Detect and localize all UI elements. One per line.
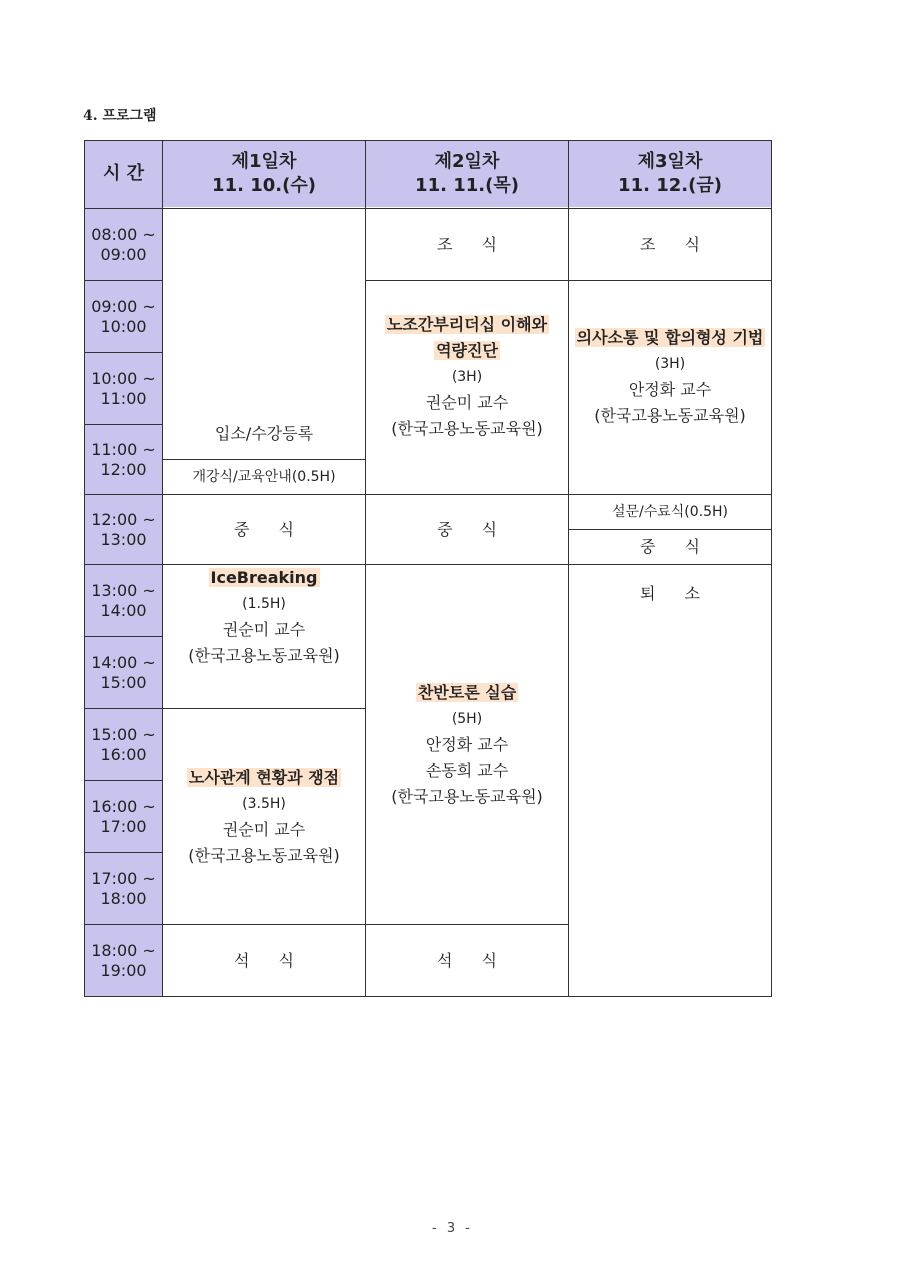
labor-relations-instructor: 권순미 교수 bbox=[222, 819, 306, 839]
communication-title: 의사소통 및 합의형성 기법 bbox=[576, 327, 764, 347]
header-row bbox=[85, 141, 772, 207]
day2-lunch: 중 식 bbox=[366, 495, 569, 565]
communication-instructor: 안정화 교수 bbox=[628, 379, 712, 399]
day1-icebreaking-session bbox=[163, 565, 366, 709]
day3-breakfast: 조 식 bbox=[569, 209, 772, 281]
debate-instructor-1: 안정화 교수 bbox=[425, 734, 509, 754]
debate-title: 찬반토론 실습 bbox=[417, 682, 517, 702]
labor-relations-title: 노사관계 현황과 쟁점 bbox=[188, 767, 340, 787]
day2-dinner: 석 식 bbox=[366, 925, 569, 997]
day1-orientation: 개강식/교육안내(0.5H) bbox=[163, 460, 366, 495]
time-slot: 18:00 ~ 19:00 bbox=[85, 925, 163, 997]
day2-debate-session bbox=[366, 565, 569, 925]
day2-breakfast: 조 식 bbox=[366, 209, 569, 281]
header-time-label: 시 간 bbox=[102, 162, 145, 184]
day1-dinner: 석 식 bbox=[163, 925, 366, 997]
labor-relations-hours: (3.5H) bbox=[242, 795, 286, 812]
day3-communication-session bbox=[569, 281, 772, 495]
day1-title: 제1일차 bbox=[231, 150, 297, 172]
time-slot: 12:00 ~ 13:00 bbox=[85, 495, 163, 565]
time-slot: 09:00 ~ 10:00 bbox=[85, 281, 163, 353]
union-leadership-hours: (3H) bbox=[451, 368, 483, 385]
time-slot: 10:00 ~ 11:00 bbox=[85, 353, 163, 425]
day1-lunch: 중 식 bbox=[163, 495, 366, 565]
header-day1 bbox=[163, 141, 366, 207]
day1-labor-relations-session bbox=[163, 709, 366, 925]
debate-instructor-2: 손동희 교수 bbox=[425, 760, 509, 780]
communication-org: (한국고용노동교육원) bbox=[594, 405, 746, 425]
time-slot: 13:00 ~ 14:00 bbox=[85, 565, 163, 637]
day1-registration: 입소/수강등록 bbox=[214, 424, 314, 443]
union-leadership-title-1: 노조간부리더십 이해와 bbox=[386, 314, 548, 334]
program-schedule-table bbox=[84, 140, 772, 997]
debate-org: (한국고용노동교육원) bbox=[391, 786, 543, 806]
debate-hours: (5H) bbox=[451, 710, 483, 727]
union-leadership-org: (한국고용노동교육원) bbox=[391, 418, 543, 438]
day1-registration-cell bbox=[163, 209, 366, 460]
day1-date: 11. 10.(수) bbox=[212, 174, 316, 196]
labor-relations-org: (한국고용노동교육원) bbox=[188, 845, 340, 865]
time-slot: 17:00 ~ 18:00 bbox=[85, 853, 163, 925]
time-slot: 14:00 ~ 15:00 bbox=[85, 637, 163, 709]
icebreaking-org: (한국고용노동교육원) bbox=[188, 646, 340, 665]
day3-title: 제3일차 bbox=[637, 150, 703, 172]
day2-date: 11. 11.(목) bbox=[415, 174, 519, 196]
time-slot: 11:00 ~ 12:00 bbox=[85, 425, 163, 495]
day3-lunch: 중 식 bbox=[569, 530, 772, 565]
page-number: - 3 - bbox=[432, 1221, 473, 1236]
icebreaking-hours: (1.5H) bbox=[242, 596, 286, 612]
day2-title: 제2일차 bbox=[434, 150, 500, 172]
section-title: 4. 프로그램 bbox=[83, 108, 157, 124]
time-slot: 16:00 ~ 17:00 bbox=[85, 781, 163, 853]
day3-survey: 설문/수료식(0.5H) bbox=[569, 495, 772, 530]
header-time bbox=[85, 141, 163, 207]
header-day3 bbox=[569, 141, 772, 207]
day2-union-leadership-session bbox=[366, 281, 569, 495]
icebreaking-title: IceBreaking bbox=[210, 568, 318, 587]
day3-departure: 퇴 소 bbox=[569, 565, 772, 997]
union-leadership-title-2: 역량진단 bbox=[436, 340, 498, 360]
icebreaking-instructor: 권순미 교수 bbox=[222, 620, 306, 639]
header-day2 bbox=[366, 141, 569, 207]
communication-hours: (3H) bbox=[654, 355, 686, 372]
time-slot: 08:00 ~ 09:00 bbox=[85, 209, 163, 281]
time-slot: 15:00 ~ 16:00 bbox=[85, 709, 163, 781]
day3-date: 11. 12.(금) bbox=[618, 174, 722, 196]
union-leadership-instructor: 권순미 교수 bbox=[425, 392, 509, 412]
